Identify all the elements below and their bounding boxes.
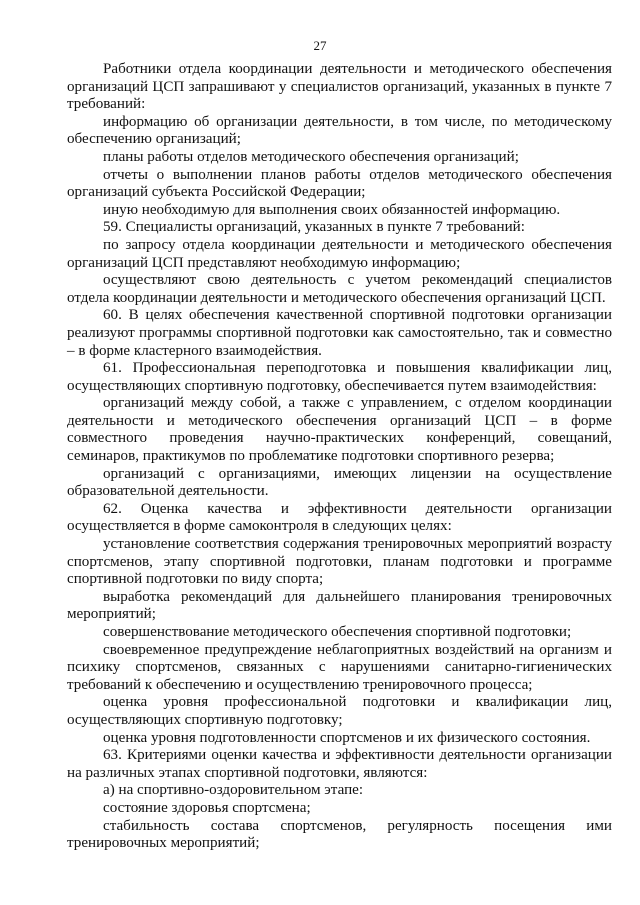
page-number: 27 (313, 38, 327, 53)
paragraph: по запросу отдела координации деятельности и методического обеспечения организаций ЦСП представляют необходимую информацию; (67, 236, 612, 271)
paragraph: своевременное предупреждение неблагоприятных воздействий на организм и психику спортсменов, связанных с нарушениями санитарно-гигиенических требований к обеспечению и осуществлению тренировочного процесса; (67, 641, 612, 693)
paragraph: выработка рекомендаций для дальнейшего планирования тренировочных мероприятий; (67, 588, 612, 623)
paragraph: а) на спортивно-оздоровительном этапе: (103, 782, 364, 799)
paragraph: Работники отдела координации деятельности и методического обеспечения организаций ЦСП запрашивают у специалистов организаций, указанных в пункте 7 требований: (67, 61, 612, 113)
paragraph: информацию об организации деятельности, в том числе, по методическому обеспечению организаций; (67, 113, 612, 148)
paragraph: 61. Профессиональная переподготовка и повышения квалификации лиц, осуществляющих спортивную подготовку, обеспечивается путем взаимодействия: (67, 360, 612, 394)
paragraph: организаций между собой, а также с управлением, с отделом координации деятельности и методического обеспечения организаций ЦСП – в форме совместного проведения научно-практических конференций, совещаний, семинаров, практикумов по проблематике подготовки спортивного резерва; (67, 395, 612, 465)
paragraph: осуществляют свою деятельность с учетом рекомендаций специалистов отдела координации деятельности и методического обеспечения организаций ЦСП. (67, 272, 612, 306)
paragraph: организаций с организациями, имеющих лицензии на осуществление образовательной деятельности. (67, 465, 612, 500)
paragraph: состояние здоровья спортсмена; (103, 799, 311, 816)
document-body (67, 61, 612, 853)
paragraph: совершенствование методического обеспечения спортивной подготовки; (103, 624, 572, 640)
paragraph: 63. Критериями оценки качества и эффективности деятельности организации на различных этапах спортивной подготовки, являются: (67, 747, 612, 781)
paragraph: 62. Оценка качества и эффективности деятельности организации осуществляется в форме самоконтроля в следующих целях: (67, 500, 612, 535)
paragraph: стабильность состава спортсменов, регулярность посещения ими тренировочных мероприятий; (67, 817, 612, 852)
paragraph: планы работы отделов методического обеспечения организаций; (103, 148, 519, 165)
paragraph: отчеты о выполнении планов работы отделов методического обеспечения организаций субъекта Российской Федерации; (67, 166, 612, 201)
paragraph: 60. В целях обеспечения качественной спортивной подготовки организации реализуют программы спортивной подготовки как самостоятельно, так и совместно – в форме кластерного взаимодействия. (67, 307, 612, 359)
paragraph: оценка уровня подготовленности спортсменов и их физического состояния. (103, 729, 591, 746)
paragraph: 59. Специалисты организаций, указанных в пункте 7 требований: (103, 219, 525, 236)
paragraph: установление соответствия содержания тренировочных мероприятий возрасту спортсменов, этапу спортивной подготовки, планам подготовки и программе спортивной подготовки по виду спорта; (67, 536, 612, 588)
paragraph: иную необходимую для выполнения своих обязанностей информацию. (103, 201, 561, 218)
paragraph: оценка уровня профессиональной подготовки и квалификации лиц, осуществляющих спортивную подготовку; (67, 694, 612, 728)
